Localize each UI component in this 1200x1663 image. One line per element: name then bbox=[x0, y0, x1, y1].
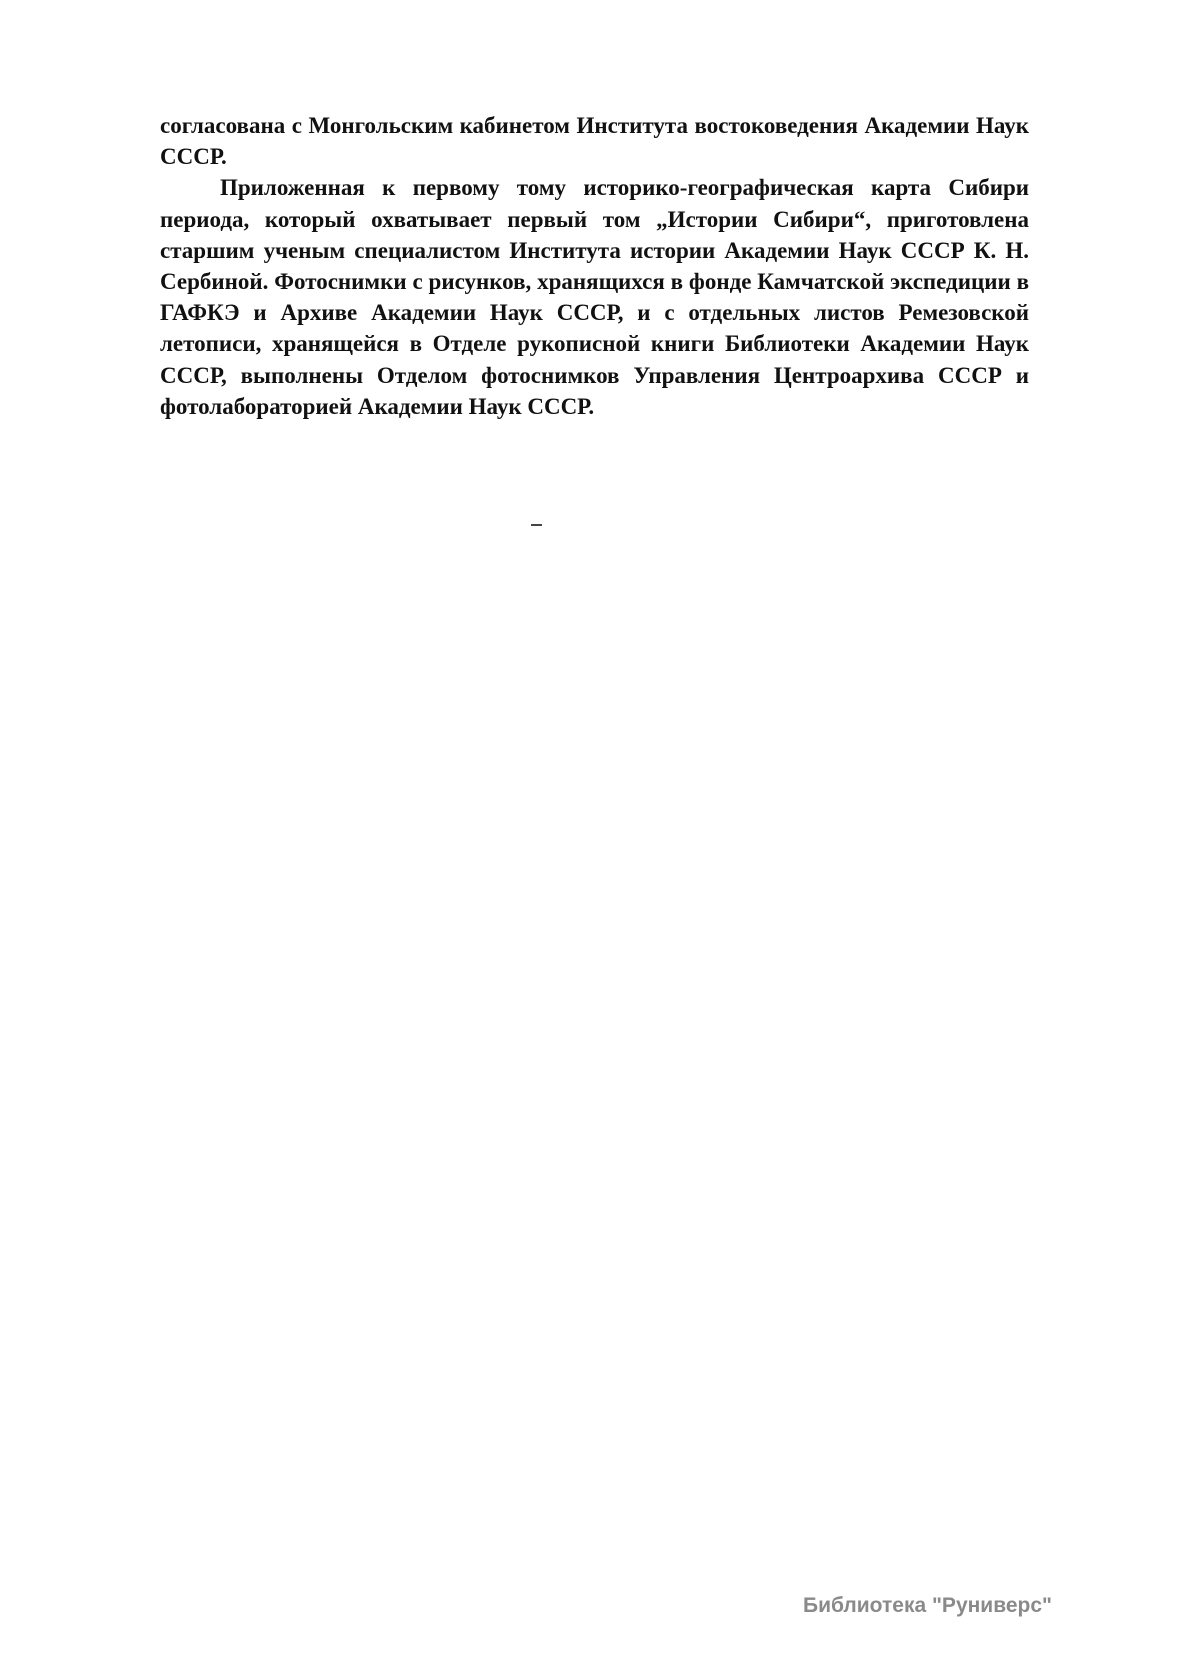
page-marker-dash bbox=[531, 524, 542, 526]
paragraph-map-and-photos: Приложенная к первому тому историко-географическая карта Сибири периода, который охватывает первый том „Истории Сибири“, приготовлена старшим ученым специалистом Института истории Академии Наук СССР К. Н. Сербиной. Фотоснимки с рисунков, хранящихся в фонде Камчатской экспедиции в ГАФКЭ и Архиве Академии Наук СССР, и с отдельных листов Ремезовской летописи, хранящейся в Отделе рукописной книги Библиотеки Академии Наук СССР, выполнены Отделом фотоснимков Управления Центроархива СССР и фотолабораторией Академии Наук СССР. bbox=[160, 175, 1029, 419]
paragraph-continuation: согласована с Монгольским кабинетом Института востоковедения Академии Наук СССР. bbox=[160, 113, 1029, 170]
body-text bbox=[160, 110, 1029, 422]
library-watermark: Библиотека "Руниверс" bbox=[802, 1594, 1052, 1617]
